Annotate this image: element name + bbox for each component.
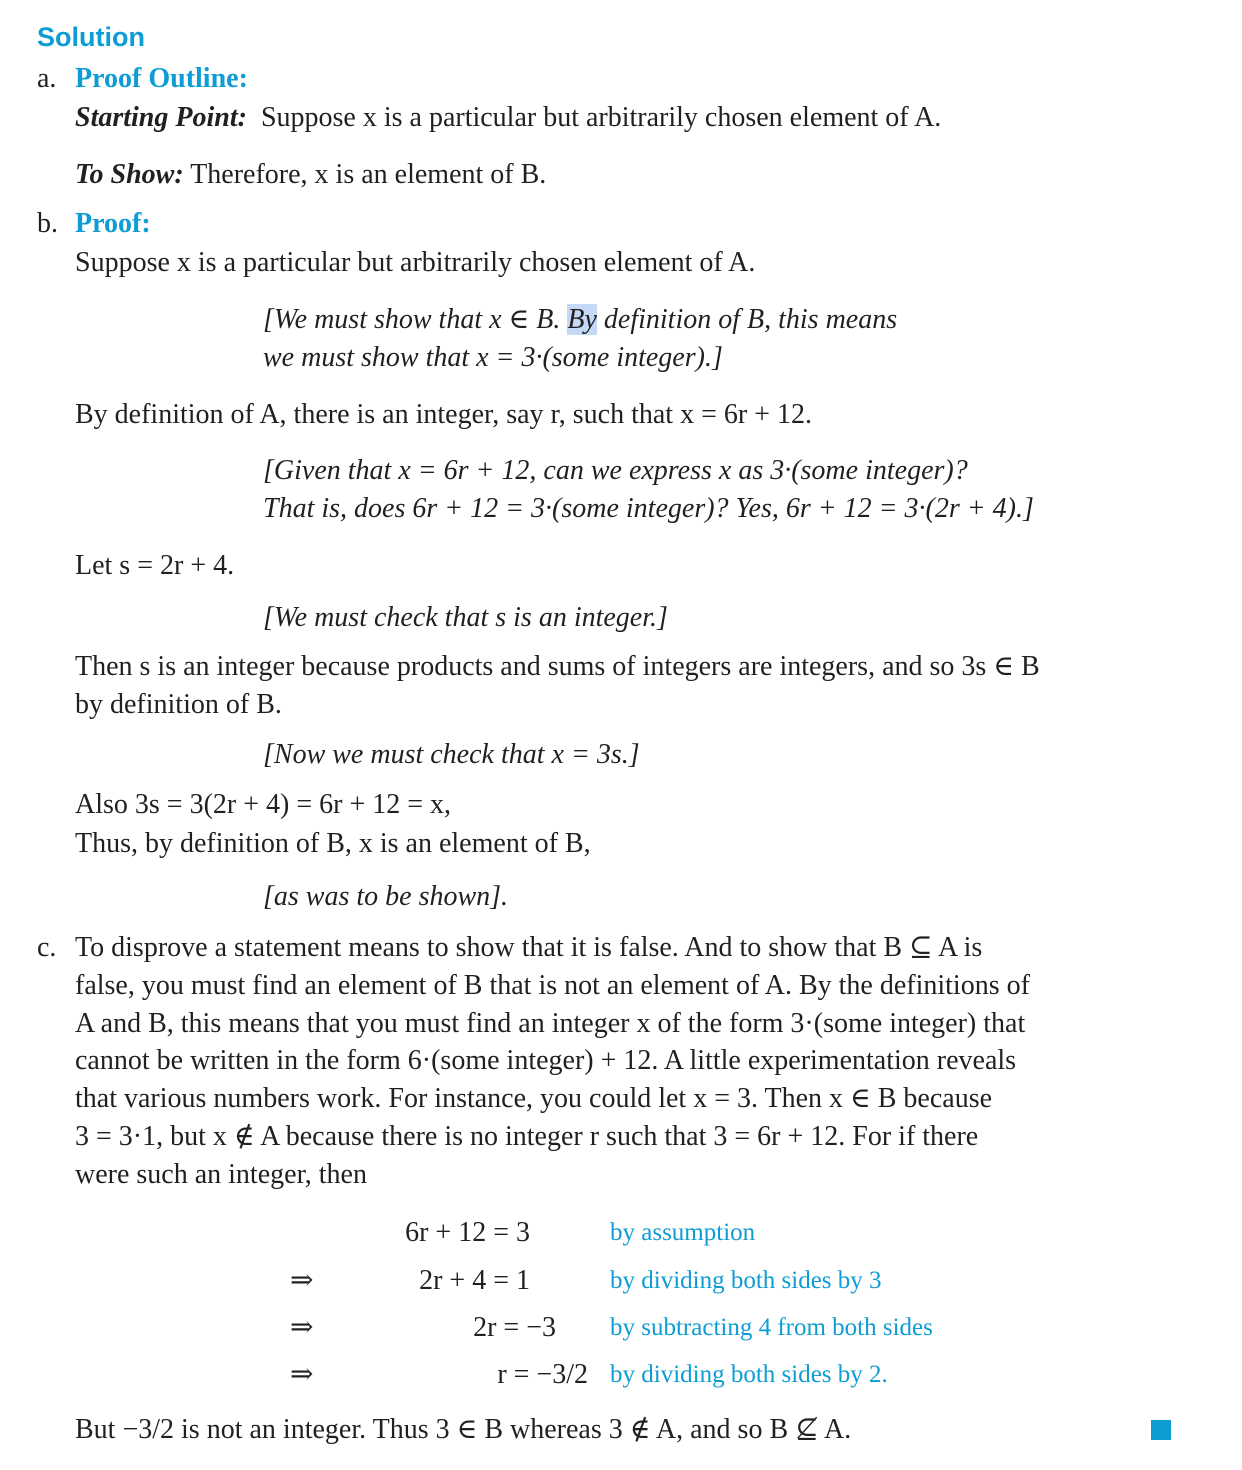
part-c-line-2: false, you must find an element of B that is not an element of A. By the definitions of bbox=[75, 970, 1030, 1001]
proof-note-2-line-2: That is, does 6r + 12 = 3·(some integer)? Yes, 6r + 12 = 3·(2r + 4).] bbox=[263, 493, 1034, 524]
proof-note-1-line-2: we must show that x = 3·(some integer).] bbox=[263, 342, 723, 373]
part-c-line-1: To disprove a statement means to show that it is false. And to show that B ⊆ A is bbox=[75, 932, 983, 963]
proof-note-3: [We must check that s is an integer.] bbox=[263, 602, 668, 633]
proof-note-5: [as was to be shown]. bbox=[263, 881, 509, 912]
note-text: [We must show that x ∈ B. bbox=[263, 304, 568, 335]
proof-note-2-line-1: [Given that x = 6r + 12, can we express x as 3·(some integer)? bbox=[263, 455, 968, 486]
implies-arrow: ⇒ bbox=[290, 1265, 314, 1296]
part-b-title: Proof: bbox=[75, 208, 151, 239]
equation: 2r = −3 bbox=[473, 1312, 556, 1343]
reason: by dividing both sides by 3 bbox=[610, 1267, 882, 1294]
part-c-line-5: that various numbers work. For instance, you could let x = 3. Then x ∈ B because bbox=[75, 1083, 993, 1114]
part-c-line-6: 3 = 3·1, but x ∉ A because there is no integer r such that 3 = 6r + 12. For if there bbox=[75, 1121, 979, 1152]
solution-heading: Solution bbox=[37, 22, 145, 52]
conclusion: But −3/2 is not an integer. Thus 3 ∈ B whereas 3 ∉ A, and so B ⊈ A. bbox=[75, 1414, 852, 1445]
starting-point-label: Starting Point: bbox=[75, 102, 247, 133]
reason: by assumption bbox=[610, 1219, 756, 1246]
proof-line-6: Thus, by definition of B, x is an element of B, bbox=[75, 828, 591, 859]
proof-line-1: Suppose x is a particular but arbitrarily chosen element of A. bbox=[75, 247, 756, 278]
part-a-label: a. bbox=[37, 63, 57, 94]
part-c-line-4: cannot be written in the form 6·(some integer) + 12. A little experimentation reveals bbox=[75, 1045, 1017, 1076]
to-show-label: To Show: bbox=[75, 159, 184, 190]
part-b-label: b. bbox=[37, 208, 58, 239]
note-text: definition of B, this means bbox=[596, 304, 898, 335]
starting-point-text: Suppose x is a particular but arbitrarily chosen element of A. bbox=[260, 102, 942, 133]
proof-line-2: By definition of A, there is an integer, say r, such that x = 6r + 12. bbox=[75, 399, 812, 430]
part-a-title: Proof Outline: bbox=[75, 63, 248, 94]
proof-line-4a: Then s is an integer because products and sums of integers are integers, and so 3s ∈ B bbox=[75, 651, 1040, 682]
implies-arrow: ⇒ bbox=[290, 1312, 314, 1343]
to-show-line bbox=[75, 156, 546, 194]
to-show-text: Therefore, x is an element of B. bbox=[190, 159, 547, 190]
equation: r = −3/2 bbox=[497, 1359, 588, 1390]
text-selection-highlight[interactable]: By bbox=[567, 304, 597, 335]
part-c-label: c. bbox=[37, 932, 57, 963]
part-c-line-7: were such an integer, then bbox=[75, 1159, 367, 1190]
proof-line-5: Also 3s = 3(2r + 4) = 6r + 12 = x, bbox=[75, 789, 452, 820]
part-c-line-3: A and B, this means that you must find an integer x of the form 3·(some integer) that bbox=[75, 1008, 1026, 1039]
equation: 6r + 12 = 3 bbox=[405, 1217, 530, 1248]
proof-line-4b: by definition of B. bbox=[75, 689, 282, 720]
starting-point-line bbox=[75, 99, 941, 137]
equation: 2r + 4 = 1 bbox=[419, 1265, 530, 1296]
proof-note-4: [Now we must check that x = 3s.] bbox=[263, 739, 640, 770]
reason: by subtracting 4 from both sides bbox=[610, 1314, 933, 1341]
implies-arrow: ⇒ bbox=[290, 1359, 314, 1390]
proof-note-1-line-1 bbox=[263, 301, 897, 339]
qed-square-icon bbox=[1151, 1420, 1171, 1440]
proof-line-3: Let s = 2r + 4. bbox=[75, 550, 235, 581]
reason: by dividing both sides by 2. bbox=[610, 1361, 888, 1388]
